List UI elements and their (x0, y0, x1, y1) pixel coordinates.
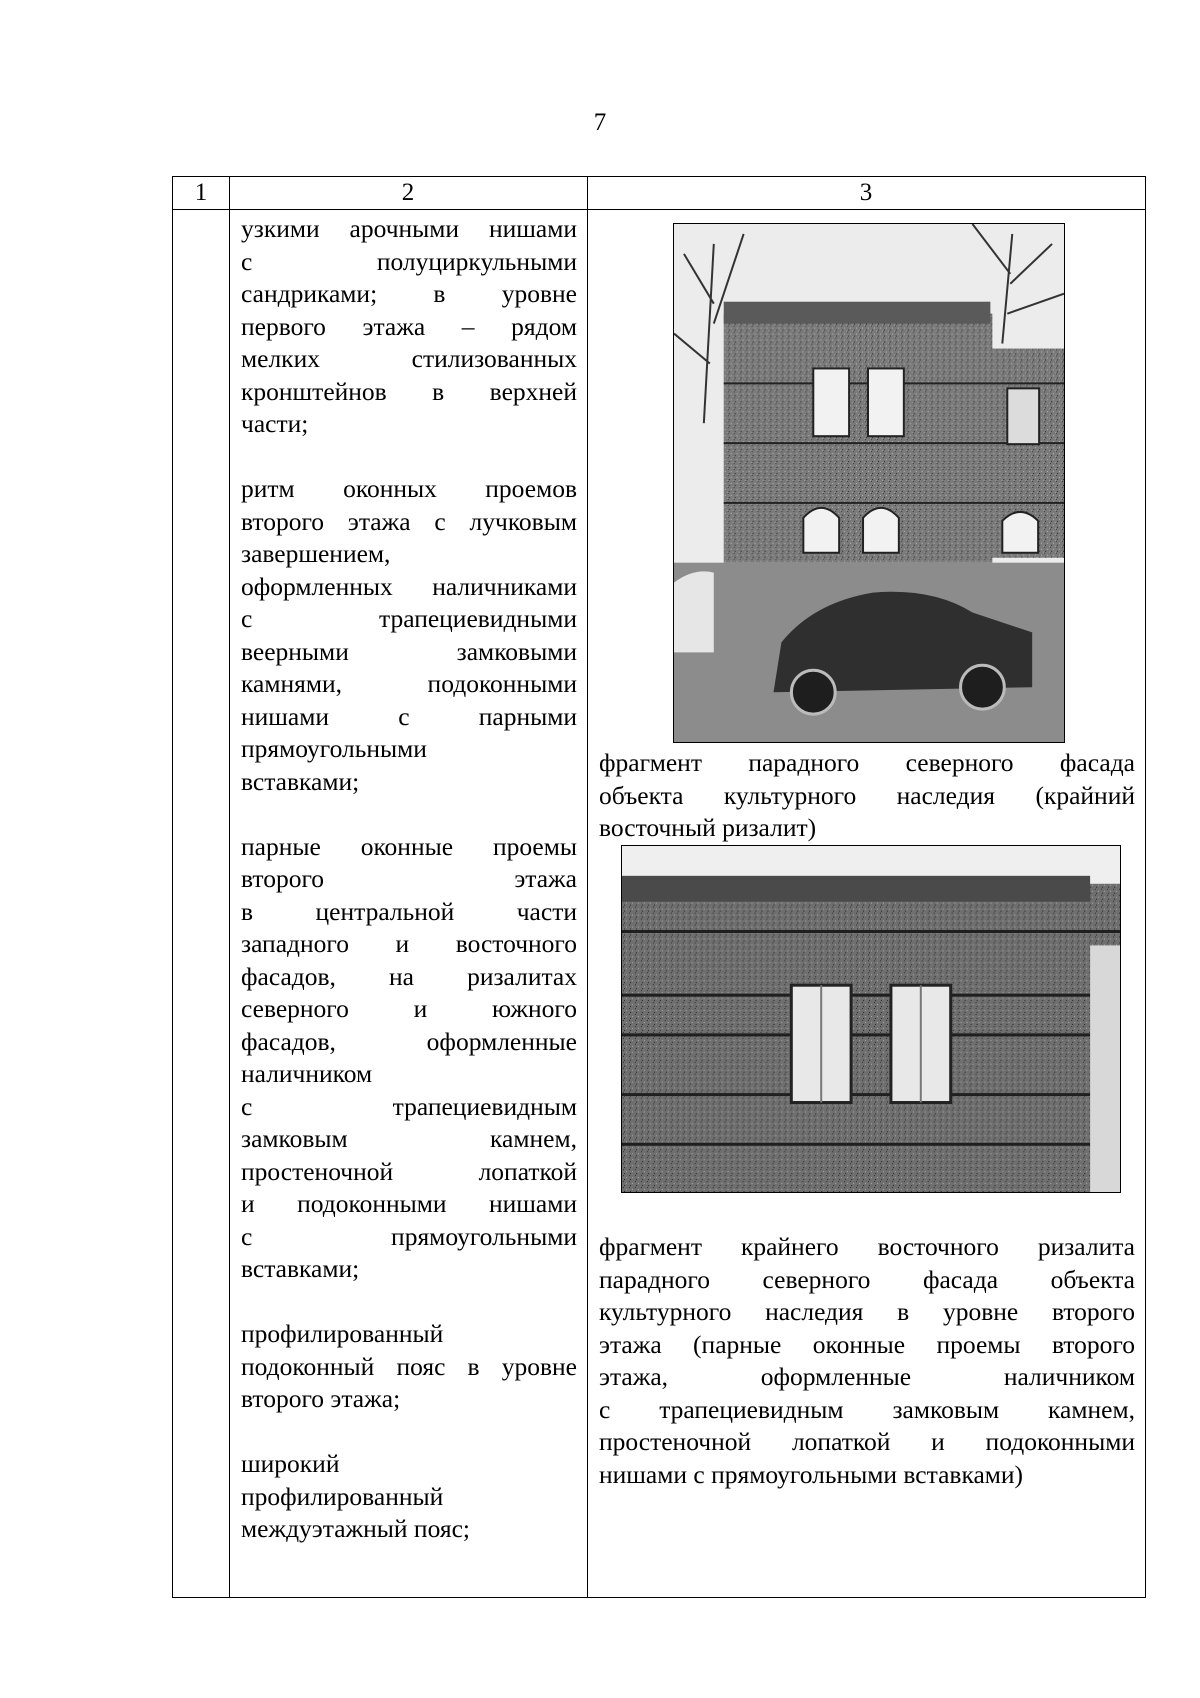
description-paragraph (241, 213, 577, 441)
description-paragraph (241, 1318, 577, 1416)
description-line: западного и восточного (241, 929, 577, 958)
description-line: нишами с парными (241, 701, 577, 731)
caption-line: восточный ризалит) (599, 813, 817, 842)
description-line: фасадов, на ризалитах (241, 961, 577, 991)
caption-line: этажа, оформленные наличником (599, 1362, 1135, 1391)
description-line: второго этажа с лучковым (241, 506, 577, 536)
description-line: с трапециевидным (241, 1091, 577, 1121)
description-line: с полуциркульными (241, 246, 577, 276)
caption-line: с трапециевидным замковым камнем, (599, 1394, 1135, 1424)
column-header-2: 2 (401, 179, 415, 206)
description-line: наличником (241, 1059, 373, 1088)
description-line: сандриками; в уровне (241, 279, 577, 308)
description-line: парные оконные проемы (241, 831, 577, 861)
building-window-fragment-photo (621, 845, 1121, 1193)
description-line: замковым камнем, (241, 1124, 577, 1153)
description-line: второго этажа; (241, 1384, 401, 1413)
header-divider (173, 209, 1145, 210)
caption-line: нишами с прямоугольными вставками) (599, 1459, 1024, 1489)
column-divider (587, 177, 588, 1597)
photo-2-caption (599, 1231, 1135, 1491)
description-line: подоконный пояс в уровне (241, 1351, 577, 1381)
description-line: вставками; (241, 766, 360, 796)
column-header-1: 1 (194, 179, 208, 206)
description-line: завершением, (241, 539, 391, 568)
description-line: профилированный (241, 1319, 444, 1348)
column-divider (229, 177, 230, 1597)
photo-1-caption (599, 747, 1135, 845)
description-paragraph (241, 473, 577, 798)
description-line: первого этажа – рядом (241, 311, 577, 341)
description-line: прямоугольными (241, 734, 427, 763)
description-line: узкими арочными нишами (241, 214, 577, 243)
caption-line: парадного северного фасада объекта (599, 1264, 1135, 1294)
caption-line: этажа (парные оконные проемы второго (599, 1329, 1135, 1359)
caption-line: простеночной лопаткой и подоконными (599, 1427, 1135, 1456)
description-line: второго этажа (241, 864, 577, 893)
caption-line: культурного наследия в уровне второго (599, 1297, 1135, 1326)
description-line: широкий (241, 1449, 340, 1478)
description-paragraph (241, 1448, 577, 1546)
description-line: кронштейнов в верхней (241, 376, 577, 406)
description-line: северного и южного (241, 994, 577, 1023)
description-line: фасадов, оформленные (241, 1026, 577, 1056)
description-line: с прямоугольными (241, 1221, 577, 1251)
caption-line: фрагмент парадного северного фасада (599, 748, 1135, 777)
description-line: с трапециевидными (241, 604, 577, 633)
description-line: ритм оконных проемов (241, 474, 577, 503)
description-line: в центральной части (241, 896, 577, 926)
column-2-description (241, 213, 577, 1546)
document-table (172, 176, 1146, 1598)
page-number: 7 (593, 109, 607, 136)
description-line: мелких стилизованных (241, 344, 577, 373)
description-line: междуэтажный пояс; (241, 1514, 470, 1543)
description-line: профилированный (241, 1481, 444, 1511)
description-line: вставками; (241, 1254, 360, 1283)
description-line: веерными замковыми (241, 636, 577, 666)
building-facade-photo (673, 223, 1065, 743)
description-line: и подоконными нишами (241, 1189, 577, 1218)
description-line: части; (241, 409, 309, 438)
description-paragraph (241, 831, 577, 1286)
caption-line: фрагмент крайнего восточного ризалита (599, 1232, 1135, 1261)
caption-line: объекта культурного наследия (крайний (599, 780, 1135, 810)
description-line: оформленных наличниками (241, 571, 577, 601)
column-header-3: 3 (859, 179, 873, 206)
description-line: камнями, подоконными (241, 669, 577, 698)
description-line: простеночной лопаткой (241, 1156, 577, 1186)
